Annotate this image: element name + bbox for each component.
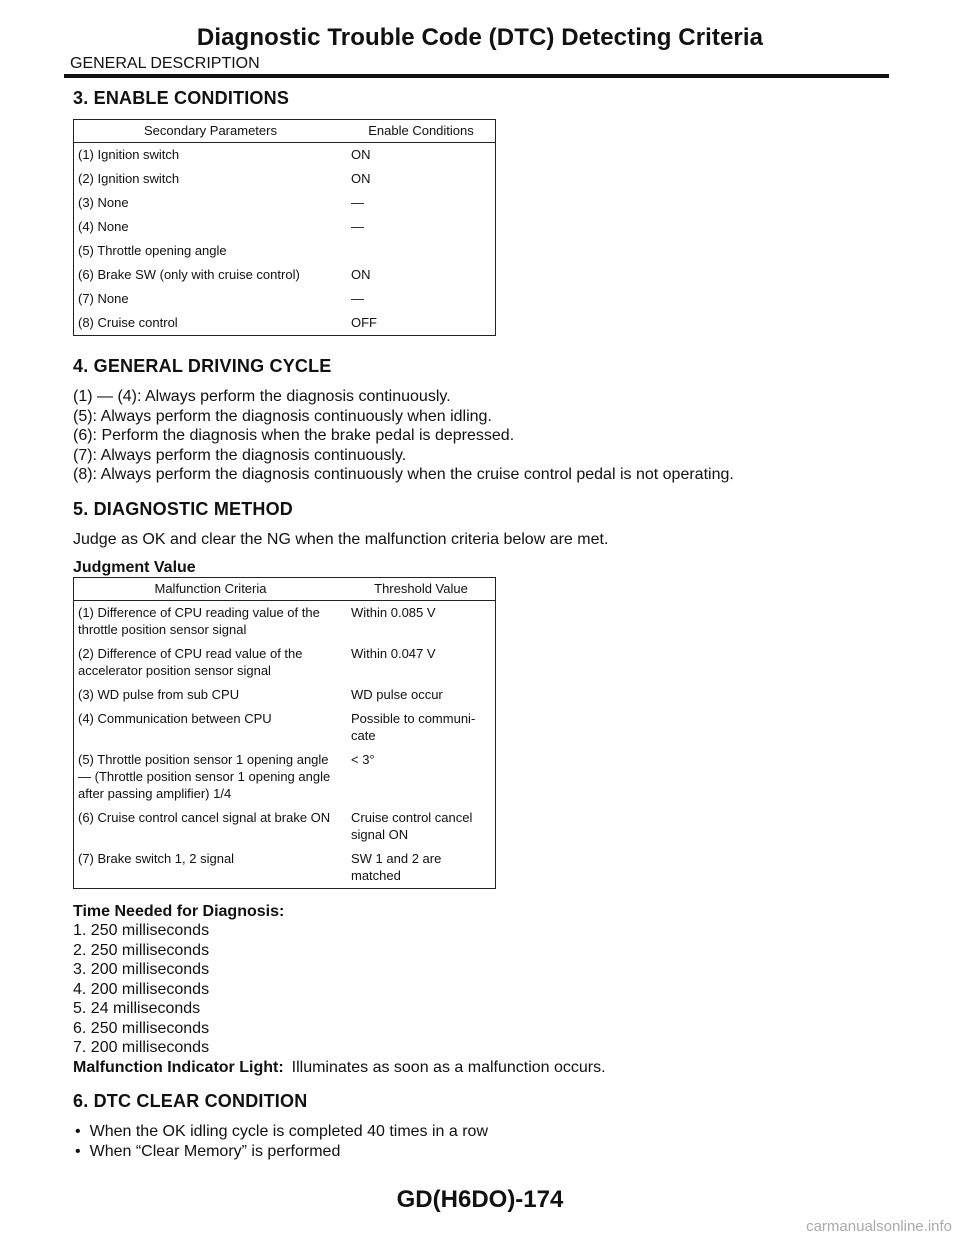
table-cell: ON — [351, 147, 371, 162]
table-row — [74, 601, 496, 643]
table-cell: (6) Brake SW (only with cruise control) — [78, 267, 300, 282]
table-cell: < 3° — [351, 752, 375, 767]
section-heading-dtc-clear-condition: 6. DTC CLEAR CONDITION — [73, 1091, 308, 1111]
table-row — [74, 191, 496, 215]
time-needed-heading: Time Needed for Diagnosis: — [73, 903, 285, 920]
table-cell: Cruise control cancel signal ON — [351, 810, 473, 842]
table-cell: Possible to communi-cate — [351, 711, 476, 743]
table-header-row — [74, 578, 496, 601]
time-item: 4. 200 milliseconds — [73, 980, 210, 998]
table-row — [74, 167, 496, 191]
table-row — [74, 143, 496, 168]
table-cell: OFF — [351, 315, 377, 330]
table-cell: (1) Difference of CPU reading value of the throttle position sensor signal — [78, 605, 320, 637]
table-cell: (4) None — [78, 219, 129, 234]
table-cell: (8) Cruise control — [78, 315, 178, 330]
table-cell: (3) None — [78, 195, 129, 210]
driving-cycle-line: (6): Perform the diagnosis when the brake pedal is depressed. — [73, 427, 515, 444]
table-cell: ON — [351, 171, 371, 186]
time-item: 1. 250 milliseconds — [73, 922, 210, 939]
diagnostic-intro: Judge as OK and clear the NG when the malfunction criteria below are met. — [73, 530, 609, 548]
table-cell: WD pulse occur — [351, 687, 443, 702]
time-item: 2. 250 milliseconds — [73, 941, 210, 959]
time-item: 7. 200 milliseconds — [73, 1039, 210, 1056]
table-cell: (7) Brake switch 1, 2 signal — [78, 851, 235, 866]
table-row — [74, 683, 496, 707]
table-cell: (3) WD pulse from sub CPU — [78, 687, 240, 702]
judgment-value-table — [73, 577, 496, 889]
table-cell — [347, 239, 496, 263]
column-header: Malfunction Criteria — [74, 578, 348, 601]
table-cell: — — [351, 291, 364, 306]
driving-cycle-line: (1) — (4): Always perform the diagnosis continuously. — [73, 388, 451, 405]
table-cell: — — [351, 219, 364, 234]
driving-cycle-line: (5): Always perform the diagnosis continuously when idling. — [73, 407, 492, 425]
table-cell: Within 0.047 V — [351, 646, 436, 661]
table-cell: (6) Cruise control cancel signal at brake ON — [78, 810, 331, 825]
time-item: 3. 200 milliseconds — [73, 961, 210, 978]
section-general-driving-cycle — [73, 356, 833, 485]
time-item: 6. 250 milliseconds — [73, 1019, 210, 1037]
section-heading-general-driving-cycle: 4. GENERAL DRIVING CYCLE — [73, 356, 332, 376]
table-row — [74, 215, 496, 239]
list-item: • When the OK idling cycle is completed 40 times in a row — [73, 1122, 833, 1142]
table-row — [74, 239, 496, 263]
table-cell: (2) Ignition switch — [78, 171, 180, 186]
table-cell: (2) Difference of CPU read value of the accelerator position sensor signal — [78, 646, 303, 678]
section-diagnostic-method — [73, 499, 833, 1078]
enable-conditions-table — [73, 119, 496, 336]
table-row — [74, 287, 496, 311]
section-heading-diagnostic-method: 5. DIAGNOSTIC METHOD — [73, 498, 294, 519]
judgment-value-heading: Judgment Value — [73, 559, 196, 576]
section-dtc-clear-condition — [73, 1091, 833, 1162]
table-cell: (5) Throttle position sensor 1 opening angle — (Throttle position sensor 1 opening angle after passing amplifier) 1/4 — [78, 752, 331, 801]
table-cell: (7) None — [78, 291, 129, 306]
page-title: Diagnostic Trouble Code (DTC) Detecting Criteria — [196, 24, 764, 51]
table-row — [74, 263, 496, 287]
mil-line — [73, 1058, 833, 1078]
page-content — [73, 88, 833, 1162]
column-header: Threshold Value — [347, 578, 496, 601]
driving-cycle-line: (8): Always perform the diagnosis continuously when the cruise control pedal is not operating. — [73, 466, 734, 483]
clear-condition-list — [73, 1122, 833, 1162]
table-cell: — — [351, 195, 364, 210]
page-subtitle: GENERAL DESCRIPTION — [70, 55, 260, 72]
watermark: carmanualsonline.info — [806, 1218, 952, 1235]
table-cell: (1) Ignition switch — [78, 147, 180, 162]
table-cell: Within 0.085 V — [351, 605, 436, 620]
section-heading-enable-conditions: 3. ENABLE CONDITIONS — [73, 88, 290, 108]
table-cell: ON — [351, 267, 371, 282]
table-cell: (4) Communication between CPU — [78, 711, 272, 726]
driving-cycle-line: (7): Always perform the diagnosis continuously. — [73, 446, 407, 464]
column-header: Enable Conditions — [347, 120, 496, 143]
table-cell: (5) Throttle opening angle — [78, 243, 227, 258]
mil-label: Malfunction Indicator Light: — [73, 1058, 284, 1076]
time-item: 5. 24 milliseconds — [73, 1000, 201, 1017]
mil-text: Illuminates as soon as a malfunction occurs. — [291, 1058, 606, 1076]
table-cell: SW 1 and 2 are matched — [351, 851, 442, 883]
table-row — [74, 311, 496, 336]
column-header: Secondary Parameters — [74, 120, 348, 143]
header-divider — [64, 74, 889, 78]
table-row — [74, 707, 496, 748]
table-header-row — [74, 120, 496, 143]
table-row — [74, 806, 496, 847]
table-row — [74, 847, 496, 889]
page-number: GD(H6DO)-174 — [396, 1186, 564, 1213]
list-item: • When “Clear Memory” is performed — [73, 1142, 833, 1162]
table-row — [74, 748, 496, 806]
table-row — [74, 642, 496, 683]
